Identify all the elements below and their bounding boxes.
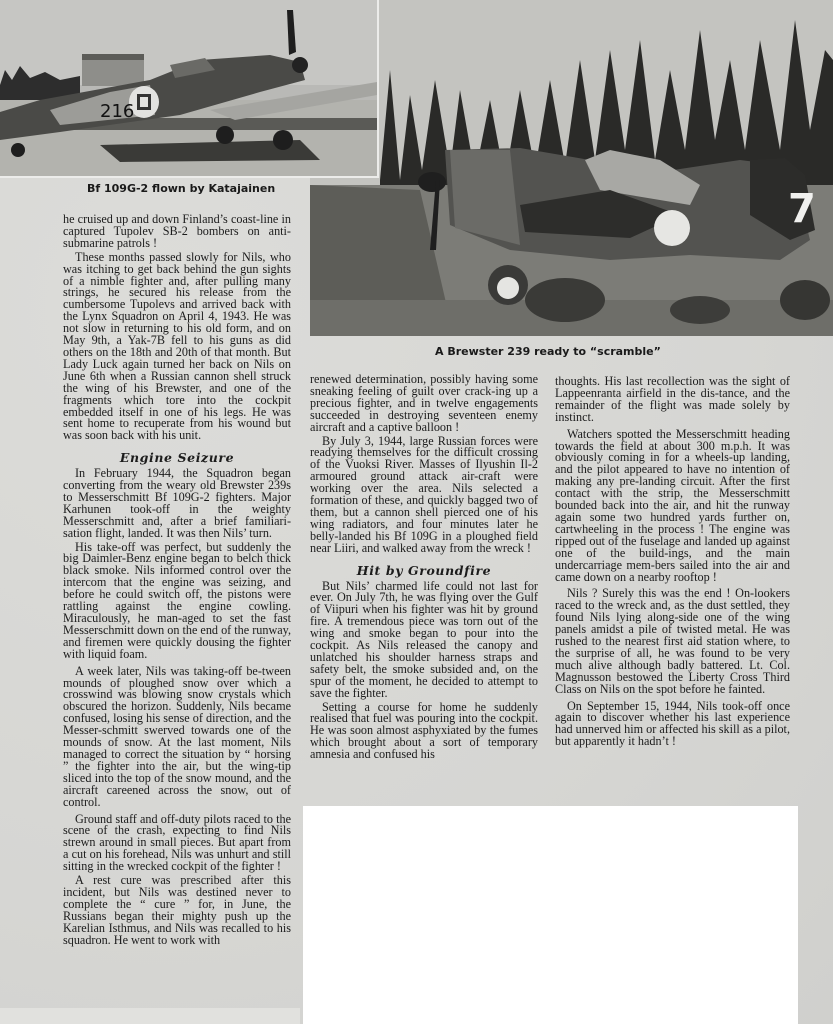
photo-caption-bf109: Bf 109G-2 flown by Katajainen xyxy=(87,182,276,195)
blank-white-region xyxy=(303,806,798,1024)
subheading-engine-seizure: Engine Seizure xyxy=(119,450,235,466)
bf109-aircraft-icon xyxy=(0,0,377,176)
svg-text:7: 7 xyxy=(788,186,816,232)
photo-brewster xyxy=(310,0,833,336)
paragraph: Nils ? Surely this was the end ! On-lookers raced to the wreck and, as the dust settled, they found Nils lying along-side one of the wing panels amidst a pile of twisted metal. He was rushed to the nearest first aid station where, to the surprise of all, he was found to be very much alive although badly battered. Lt. Col. Magnusson bestowed the Liberty Cross Third Class on Nils on the spot before he fainted. xyxy=(555,586,790,696)
paragraph: Ground staff and off-duty pilots raced to the scene of the crash, expecting to find Nils strewn around in small pieces. But apart from a cut on his forehead, Nils was unhurt and still sitting in the wrecked cockpit of the fighter ! xyxy=(63,811,291,874)
photo-bf109 xyxy=(0,0,379,178)
article-column-right xyxy=(555,376,790,748)
paragraph: renewed determination, possibly having some sneaking feeling of guilt over crack-ing up a precious fighter, and in twelve engagements succeeded in destroying seventeen enemy aircraft and a captive balloon ! xyxy=(310,372,538,434)
photo-caption-brewster: A Brewster 239 ready to “scramble” xyxy=(435,345,661,358)
brewster-aircraft-icon xyxy=(310,0,833,336)
paragraph: Setting a course for home he suddenly realised that fuel was pouring into the cockpit. He was soon almost asphyxiated by the fumes which brought about a sort of temporary amnesia and confused his xyxy=(310,699,538,762)
paragraph: he cruised up and down Finland’s coast-line in captured Tupolev SB-2 bombers on anti-submarine patrols ! xyxy=(63,212,291,250)
subheading-hit-by-groundfire: Hit by Groundfire xyxy=(356,562,492,578)
paragraph: In February 1944, the Squadron began converting from the weary old Brewster 239s to Messerschmitt Bf 109G-2 fighters. Major Karhunen took-off in the weighty Messerschmitt and, after a brief familiari-sation flight, landed. It was then Nils’ turn. xyxy=(63,466,291,540)
paragraph: On September 15, 1944, Nils took-off once again to discover whether his last experience had unnerved him or affected his skill as a pilot, but apparently it hadn’t ! xyxy=(555,698,790,749)
paragraph: By July 3, 1944, large Russian forces were readying themselves for the difficult crossing of the Vuoksi River. Masses of Ilyushin Il-2 armoured ground attack air-craft were working over the area. Nils selected a formation of these, and quickly bagged two of them, but a cannon shell pierced one of his wing radiators, and four minutes later he belly-landed his Bf 109G in a ploughed field near Liiri, and walked away from the wreck ! xyxy=(310,433,538,555)
scan-edge xyxy=(0,1008,300,1024)
paragraph: These months passed slowly for Nils, who was itching to get back behind the gun sights of a nimble fighter and, after pulling many strings, he secured his release from the cumbersome Tupolevs and arrived back with the Lynx Squadron on April 4, 1943. He was not slow in returning to his old form, and on May 9th, a Yak-7B fell to his guns as did others on the 18th and 20th of that month. But Lady Luck again turned her back on Nils on June 6th when a Russian cannon shell struck the wing of his Brewster, and one of the fragments which tore into the cockpit embedded itself in one of his legs. He was sent home to recuperate from his wound but was soon back with his unit. xyxy=(63,249,291,443)
article-column-left xyxy=(63,214,291,946)
svg-text:216: 216 xyxy=(100,101,135,122)
paragraph: Watchers spotted the Messerschmitt heading towards the field at about 300 m.p.h. It was obviously coming in for a wheels-up landing, and the pilot appeared to have no intention of making any pre-landing circuit. After the first contact with the strip, the Messerschmitt bounded back into the air, and hit the runway again some two hundred yards further on, cartwheeling in the process ! The engine was ripped out of the fuselage and landed up against one of the build-ings, and the main undercarriage mem-bers sailed into the air and came down on a nearby rooftop ! xyxy=(555,426,790,584)
paragraph: His take-off was perfect, but suddenly the big Daimler-Benz engine began to belch thick black smoke. Nils informed control over the intercom that the engine was seizing, and before he could switch off, the pistons were rattling against the engine cowling. Miraculously, he man-aged to set the fast Messerschmitt down on the end of the runway, and firemen were quickly dousing the fighter with liquid foam. xyxy=(63,539,292,661)
paragraph: A week later, Nils was taking-off be-tween mounds of ploughed snow over which a crosswind was blowing snow crystals which obscured the horizon. Suddenly, Nils became confused, losing his sense of direction, and the Messer-schmitt swerved towards one of the mounds of snow. At the last moment, Nils managed to correct the situation by “ horsing ” the fighter into the air, but the wing-tip sliced into the top of the snow mound, and the aircraft careened across the snow, out of control. xyxy=(63,663,291,809)
paragraph: A rest cure was prescribed after this incident, but Nils was destined never to complete the “ cure ” for, in June, the Russians began their mighty push up the Karelian Isthmus, and Nils was recalled to his squadron. He went to work with xyxy=(63,873,291,947)
article-column-middle xyxy=(310,374,538,761)
paragraph: But Nils’ charmed life could not last for ever. On July 7th, he was flying over the Gulf of Viipuri when his fighter was hit by ground fire. A tremendous piece was torn out of the wing and smoke began to pour into the cockpit. As Nils released the canopy and unlatched his shoulder harness straps and safety belt, the smoke subsided and, on the spur of the moment, he decided to attempt to save the fighter. xyxy=(310,578,538,700)
paragraph: thoughts. His last recollection was the sight of Lappeenranta airfield in the dis-tance, and the remainder of the flight was made solely by instinct. xyxy=(555,374,790,424)
